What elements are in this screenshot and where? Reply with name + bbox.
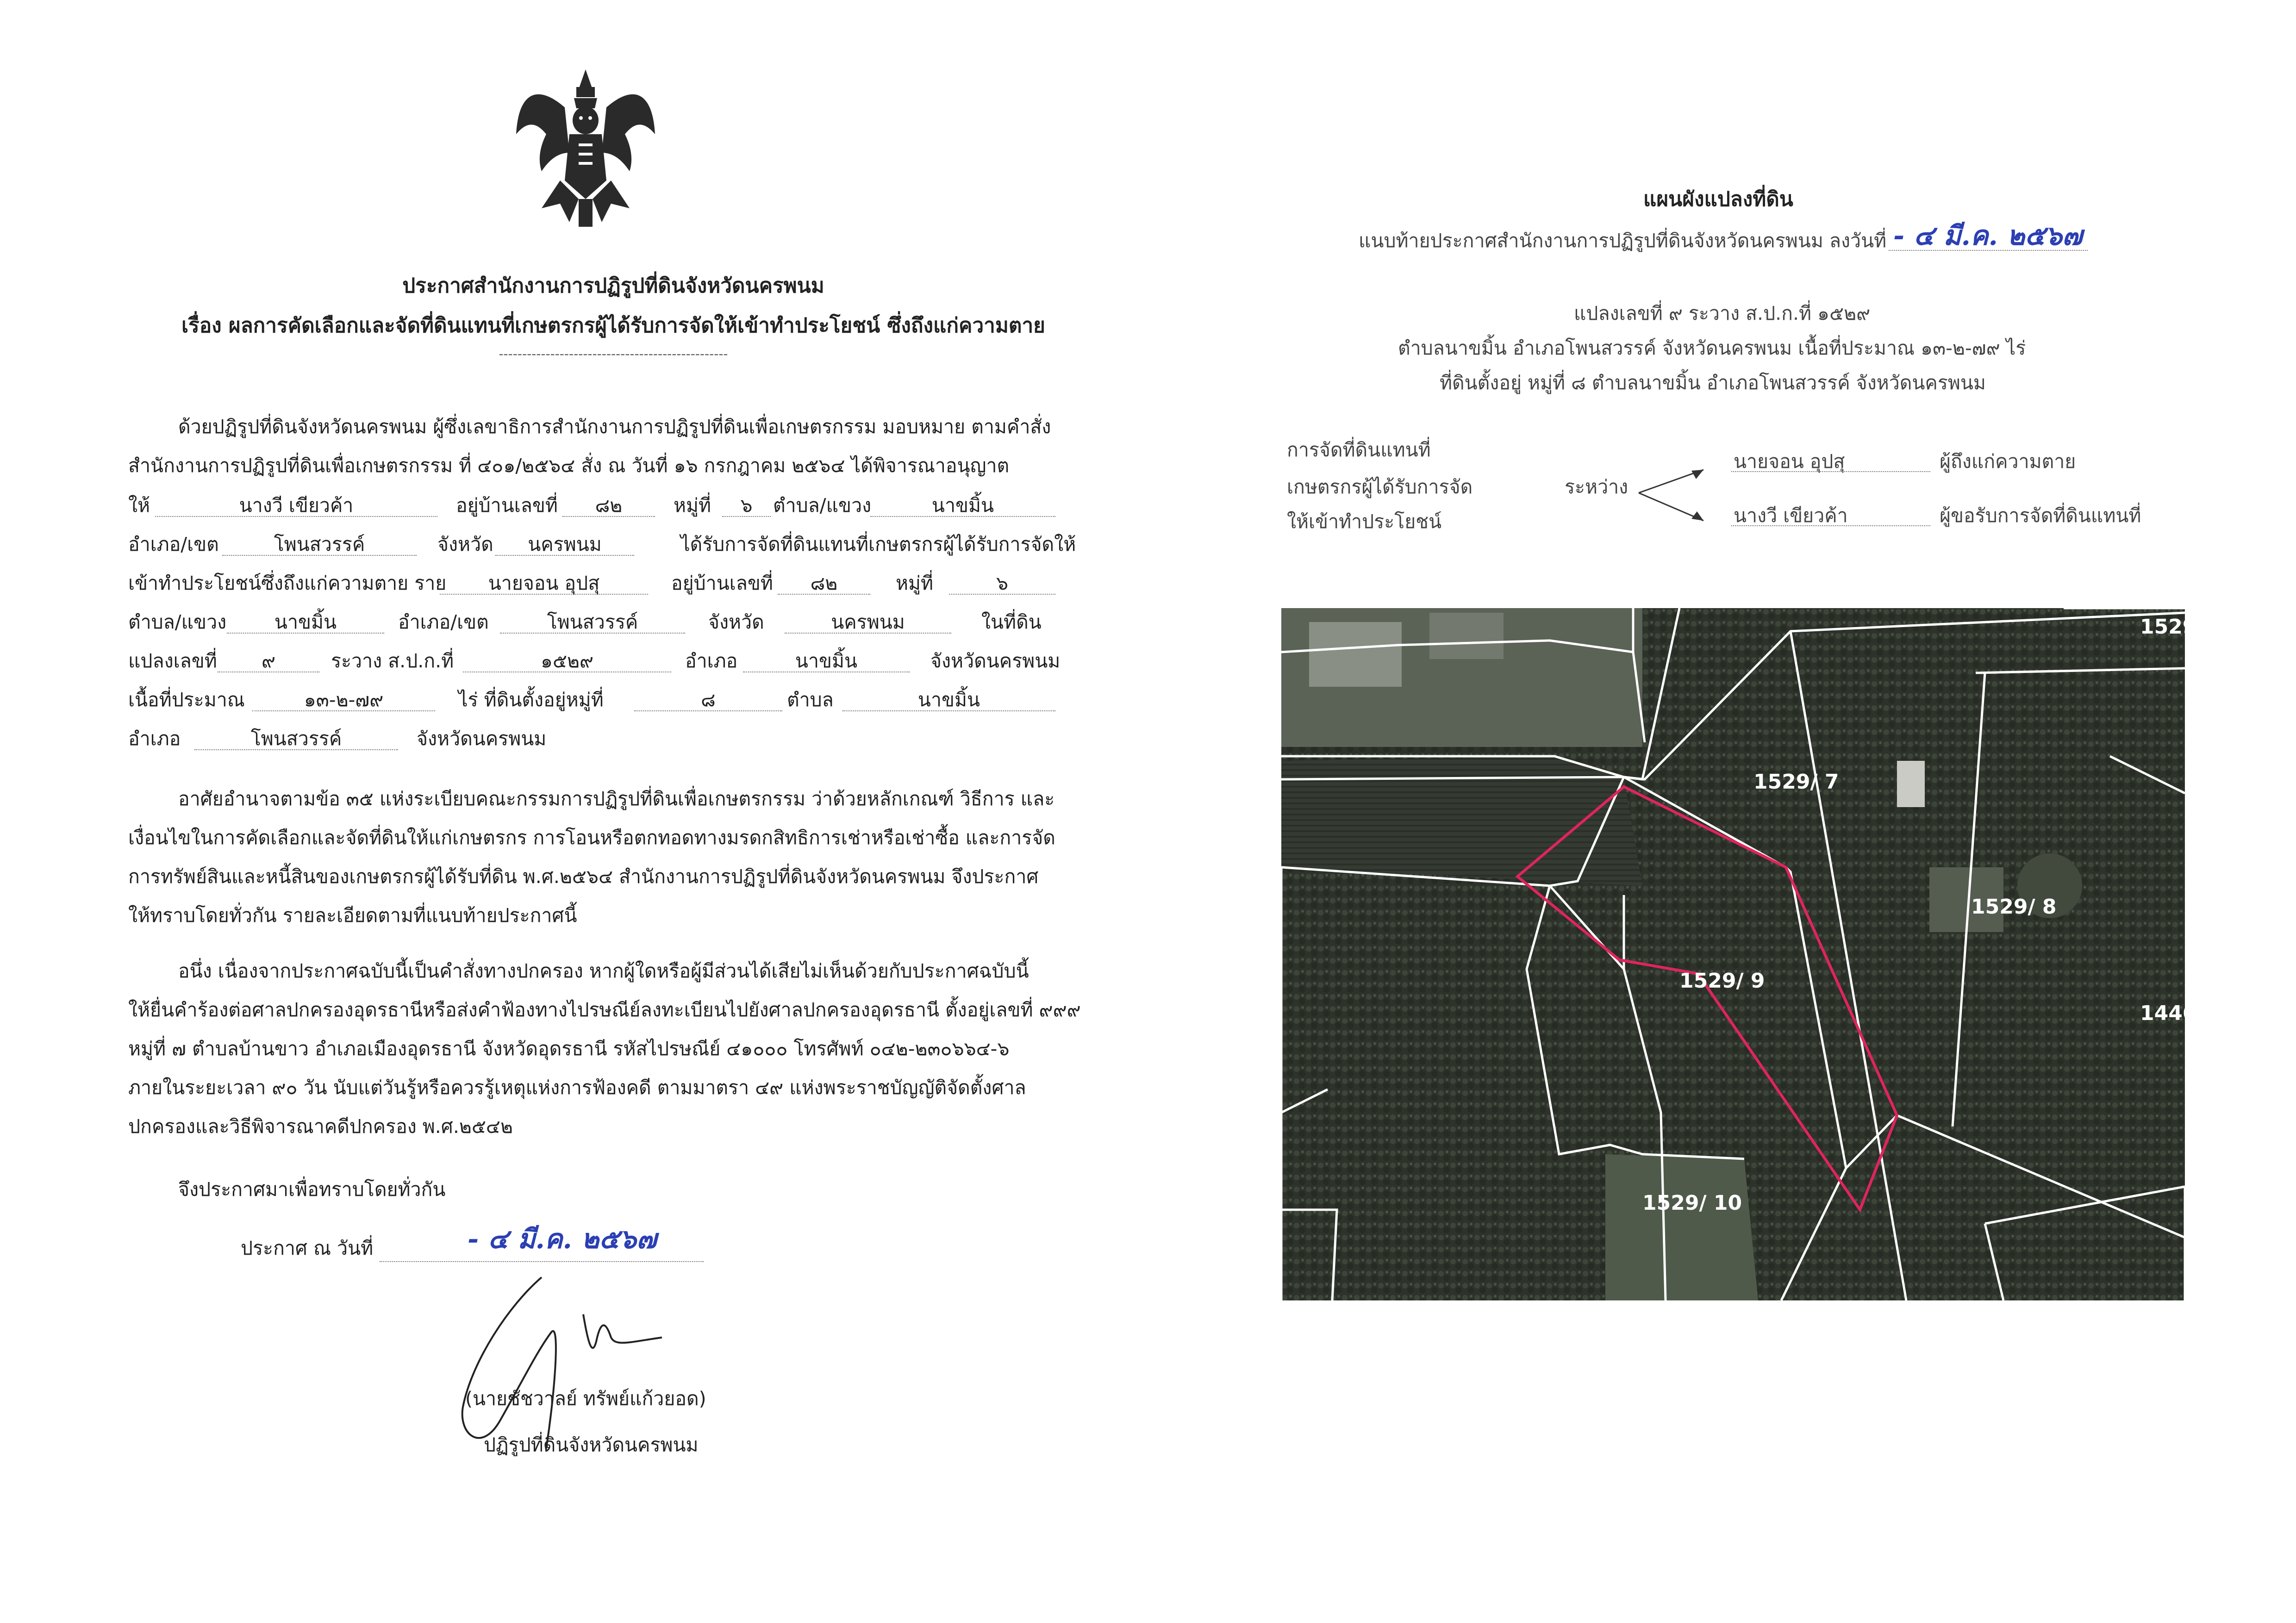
garuda-emblem-icon xyxy=(509,65,662,236)
plot-tambon: นาขมิ้น xyxy=(917,689,980,711)
plan-title: แผนผังแปลงที่ดิน xyxy=(1643,187,1793,211)
deceased-tambon: นาขมิ้น xyxy=(274,611,337,633)
grantee-name: นางวี เขียวค้า xyxy=(239,494,354,516)
plan-line-3: ที่ดินตั้งอยู่ หมู่ที่ ๘ ตำบลนาขมิ้น อำเภอโพนสวรรค์ จังหวัดนครพนม xyxy=(1440,372,1986,394)
person-1-name: นายจอน อุปสุ xyxy=(1734,450,1845,473)
map-label-right: 1446 xyxy=(2140,1001,2197,1025)
map-label-p8: 1529/ 8 xyxy=(1971,895,2057,919)
label-house-no: อยู่บ้านเลขที่ xyxy=(456,494,558,516)
deceased-house-no: ๘๒ xyxy=(810,572,838,594)
label-area: เนื้อที่ประมาณ xyxy=(128,689,245,711)
paragraph-2-line-1: อาศัยอำนาจตามข้อ ๓๕ แห่งระเบียบคณะกรรมการปฏิรูปที่ดินเพื่อเกษตรกรรม ว่าด้วยหลักเกณฑ์ วิธีการ และ xyxy=(178,788,1055,810)
deceased-province: นครพนม xyxy=(831,611,905,633)
label-rai-location: ไร่ ที่ดินตั้งอยู่หมู่ที่ xyxy=(458,689,604,711)
rawang-no: ๑๕๒๙ xyxy=(540,650,594,672)
between-label: ระหว่าง xyxy=(1565,476,1628,498)
label-tambon-2: ตำบล/แขวง xyxy=(128,611,227,633)
label-tambon: ตำบล/แขวง xyxy=(773,494,872,516)
paragraph-3-line-5: ปกครองและวิธีพิจารณาคดีปกครอง พ.ศ.๒๕๔๒ xyxy=(128,1115,513,1138)
map-label-p10: 1529/ 10 xyxy=(1642,1191,1742,1215)
plot-amphoe: นาขมิ้น xyxy=(795,650,858,672)
announce-date-value: - ๔ มี.ค. ๒๕๖๗ xyxy=(468,1223,657,1255)
grantee-house-no: ๘๒ xyxy=(595,494,623,516)
label-to: ให้ xyxy=(128,494,150,516)
label-province-nakhon-2: จังหวัดนครพนม xyxy=(417,728,547,750)
label-amphoe-2: อำเภอ/เขต xyxy=(398,611,489,633)
paragraph-3-line-1: อนึ่ง เนื่องจากประกาศฉบับนี้เป็นคำสั่งทางปกครอง หากผู้ใดหรือผู้มีส่วนได้เสียไม่เห็นด้วยกับประกาศฉบับนี้ xyxy=(178,960,1029,982)
label-rawang: ระวาง ส.ป.ก.ที่ xyxy=(331,650,454,672)
announcement-subject: เรื่อง ผลการคัดเลือกและจัดที่ดินแทนที่เกษตรกรผู้ได้รับการจัดให้เข้าทำประโยชน์ ซึ่งถึงแก่ความตาย xyxy=(181,314,1045,337)
paragraph-2-line-2: เงื่อนไขในการคัดเลือกและจัดที่ดินให้แก่เกษตรกร การโอนหรือตกทอดทางมรดกสิทธิการเช่าหรือเช่าซื้อ และการจัด xyxy=(128,827,1055,849)
person-1-role: ผู้ถึงแก่ความตาย xyxy=(1940,450,2076,473)
label-moo-2: หมู่ที่ xyxy=(896,572,934,594)
deceased-name: นายจอน อุปสุ xyxy=(488,572,600,594)
label-province-2: จังหวัด xyxy=(708,611,764,633)
paragraph-3-line-4: ภายในระยะเวลา ๙๐ วัน นับแต่วันรู้หรือควรรู้เหตุแห่งการฟ้องคดี ตามมาตรา ๔๙ แห่งพระราชบัญญัติจัดตั้งศาล xyxy=(128,1076,1026,1099)
signer-title: ปฏิรูปที่ดินจังหวัดนครพนม xyxy=(484,1434,699,1456)
grantee-amphoe: โพนสวรรค์ xyxy=(274,533,365,555)
person-2-role: ผู้ขอรับการจัดที่ดินแทนที่ xyxy=(1940,504,2141,527)
grantee-tambon: นาขมิ้น xyxy=(931,494,994,516)
plot-no: ๙ xyxy=(261,650,276,672)
label-plot-no: แปลงเลขที่ xyxy=(128,650,217,672)
plan-line-1: แปลงเลขที่ ๙ ระวาง ส.ป.ก.ที่ ๑๕๒๙ xyxy=(1574,302,1871,324)
map-label-p9: 1529/ 9 xyxy=(1679,969,1765,993)
label-tambon-3: ตำบล xyxy=(787,689,834,711)
allocation-label-2: เกษตรกรผู้ได้รับการจัด xyxy=(1287,476,1473,498)
map-label-p7: 1529/ 7 xyxy=(1753,770,1839,794)
paragraph-2-line-4: ให้ทราบโดยทั่วกัน รายละเอียดตามที่แนบท้ายประกาศนี้ xyxy=(128,904,577,927)
label-province: จังหวัด xyxy=(437,533,493,555)
grantee-moo: ๖ xyxy=(740,494,753,516)
signer-name: (นายชัชวาลย์ ทรัพย์แก้วยอด) xyxy=(465,1387,706,1410)
paragraph-3-line-2: ให้ยื่นคำร้องต่อศาลปกครองอุดรธานีหรือส่งคำฟ้องทางไปรษณีย์ลงทะเบียนไปยังศาลปกครองอุดรธานี ตั้งอยู่เลขที่ ๙๙๙ xyxy=(128,999,1081,1021)
deceased-moo: ๖ xyxy=(996,572,1009,594)
paragraph-1-line-1: ด้วยปฏิรูปที่ดินจังหวัดนครพนม ผู้ซึ่งเลขาธิการสำนักงานการปฏิรูปที่ดินเพื่อเกษตรกรรม มอบหมาย ตามคำสั่ง xyxy=(178,416,1051,438)
label-deceased: เข้าทำประโยชน์ซึ่งถึงแก่ความตาย ราย xyxy=(128,572,447,594)
deceased-amphoe: โพนสวรรค์ xyxy=(547,611,638,633)
allocation-label-3: ให้เข้าทำประโยชน์ xyxy=(1287,510,1442,533)
label-province-nakhon: จังหวัดนครพนม xyxy=(930,650,1061,672)
label-amphoe: อำเภอ/เขต xyxy=(128,533,219,555)
parcel-map xyxy=(1281,608,2197,1300)
closing-line: จึงประกาศมาเพื่อทราบโดยทั่วกัน xyxy=(178,1178,446,1200)
person-2-name: นางวี เขียวค้า xyxy=(1734,504,1848,527)
plan-date: - ๔ มี.ค. ๒๕๖๗ xyxy=(1893,220,2083,251)
label-amphoe-3: อำเภอ xyxy=(685,650,738,672)
between-arrows-icon xyxy=(1634,463,1713,528)
paragraph-3-line-3: หมู่ที่ ๗ ตำบลบ้านขาว อำเภอเมืองอุดรธานี จังหวัดอุดรธานี รหัสไปรษณีย์ ๔๑๐๐๐ โทรศัพท์ ๐๔๒-๒๓๐๖๖๔-๖ xyxy=(128,1038,1010,1060)
plan-line-2: ตำบลนาขมิ้น อำเภอโพนสวรรค์ จังหวัดนครพนม เนื้อที่ประมาณ ๑๓-๒-๗๙ ไร่ xyxy=(1398,337,2026,359)
plan-subtitle: แนบท้ายประกาศสำนักงานการปฏิรูปที่ดินจังหวัดนครพนม ลงวันที่ xyxy=(1359,230,1887,252)
plot-amphoe-2: โพนสวรรค์ xyxy=(250,728,342,750)
grantee-province: นครพนม xyxy=(528,533,602,555)
announce-date-label: ประกาศ ณ วันที่ xyxy=(241,1237,374,1259)
divider: ------------------------------------------------- xyxy=(499,346,728,361)
label-received: ได้รับการจัดที่ดินแทนที่เกษตรกรผู้ได้รับการจัดให้ xyxy=(680,533,1076,555)
allocation-label-1: การจัดที่ดินแทนที่ xyxy=(1287,439,1431,461)
map-label-top-right: 1529 xyxy=(2140,615,2197,639)
plot-area: ๑๓-๒-๗๙ xyxy=(304,689,384,711)
label-moo: หมู่ที่ xyxy=(674,494,711,516)
announcement-title: ประกาศสำนักงานการปฏิรูปที่ดินจังหวัดนครพนม xyxy=(402,274,824,298)
label-amphoe-4: อำเภอ xyxy=(128,728,181,750)
label-in-land: ในที่ดิน xyxy=(981,611,1042,633)
paragraph-1-line-2: สำนักงานการปฏิรูปที่ดินเพื่อเกษตรกรรม ที่ ๔๐๑/๒๕๖๔ สั่ง ณ วันที่ ๑๖ กรกฎาคม ๒๕๖๔ ได้พิจารณาอนุญาต xyxy=(128,454,1010,477)
label-house-no-2: อยู่บ้านเลขที่ xyxy=(671,572,773,594)
plot-moo: ๘ xyxy=(701,689,716,711)
paragraph-2-line-3: การทรัพย์สินและหนี้สินของเกษตรกรผู้ได้รับที่ดิน พ.ศ.๒๕๖๔ สำนักงานการปฏิรูปที่ดินจังหวัดนครพนม จึงประกาศ xyxy=(128,865,1039,888)
